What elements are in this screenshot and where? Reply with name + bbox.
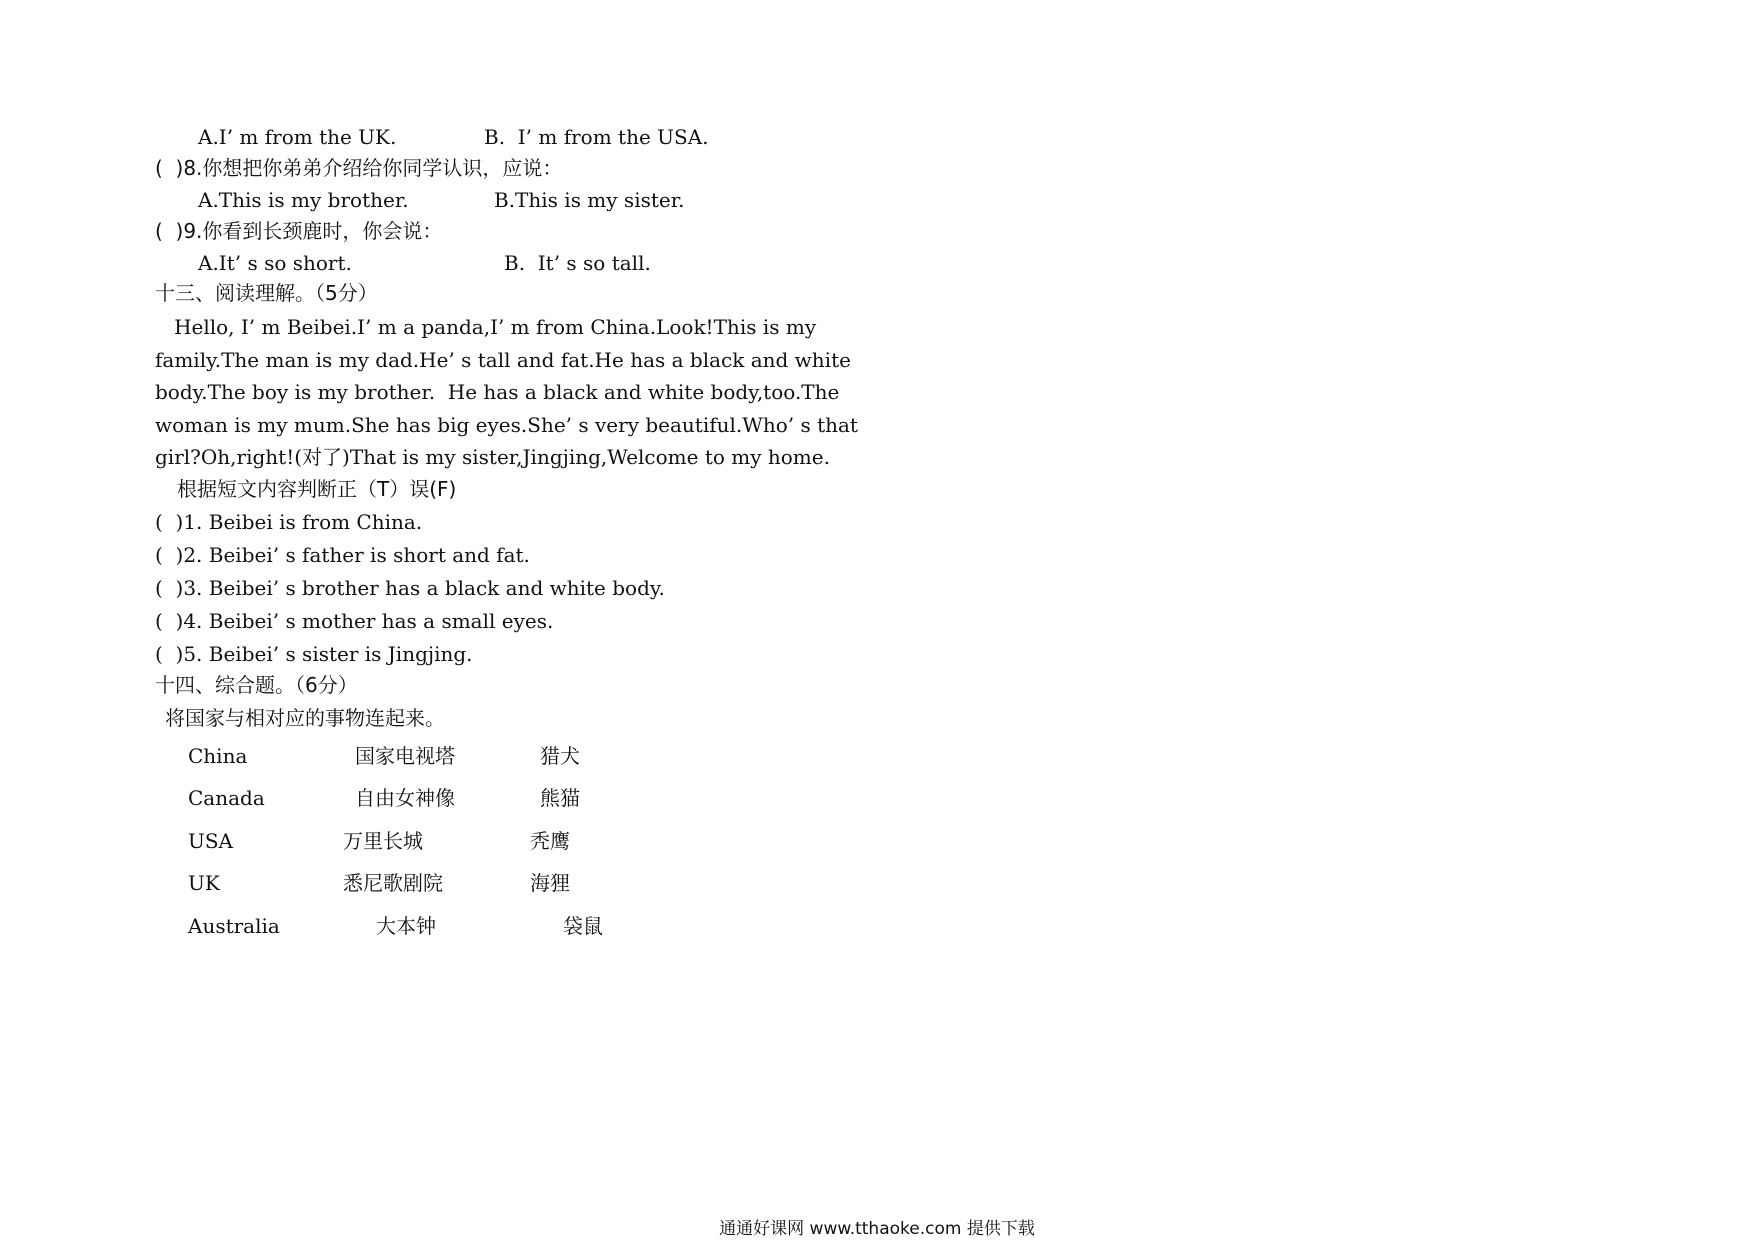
section13-heading: 十三、阅读理解。（5分） [155,281,378,305]
passage-line: body.The boy is my brother. He has a black and white body,too.The [155,380,840,404]
tf-statement: ( )3. Beibei’ s brother has a black and white body. [155,576,665,600]
country-label: USA [188,829,233,853]
q9-option-b: B. It’ s so tall. [504,251,651,275]
animal-label: 海狸 [530,871,570,895]
animal-label: 袋鼠 [563,914,603,938]
q8-option-a: A.This is my brother. [198,188,409,212]
q7-option-a: A.I’ m from the UK. [198,125,397,149]
passage-line: girl?Oh,right!(对了)That is my sister,Jingjing,Welcome to my home. [155,445,830,469]
passage-line: woman is my mum.She has big eyes.She’ s very beautiful.Who’ s that [155,412,858,437]
q8-option-b: B.This is my sister. [494,188,685,212]
country-label: China [188,744,248,768]
landmark-label: 国家电视塔 [355,744,455,768]
q9-stem: ( )9.你看到长颈鹿时，你会说： [155,219,443,243]
landmark-label: 悉尼歌剧院 [343,871,443,895]
animal-label: 猎犬 [540,744,580,768]
tf-statement: ( )5. Beibei’ s sister is Jingjing. [155,642,473,666]
passage-line: family.The man is my dad.He’ s tall and fat.He has a black and white [155,347,851,372]
q9-option-a: A.It’ s so short. [198,251,352,275]
animal-label: 熊猫 [540,786,580,810]
country-label: UK [188,871,220,895]
landmark-label: 自由女神像 [355,786,455,810]
q8-stem: ( )8.你想把你弟弟介绍给你同学认识，应说： [155,156,563,180]
country-label: Australia [188,914,280,938]
animal-label: 秃鹰 [530,829,570,853]
section14-instruction: 将国家与相对应的事物连起来。 [165,706,445,730]
tf-statement: ( )4. Beibei’ s mother has a small eyes. [155,609,554,633]
tf-statement: ( )1. Beibei is from China. [155,510,423,534]
landmark-label: 大本钟 [376,914,436,938]
passage-line: Hello, I’ m Beibei.I’ m a panda,I’ m from China.Look!This is my [155,315,817,339]
section14-heading: 十四、综合题。（6分） [155,673,358,697]
country-label: Canada [188,786,265,810]
reading-passage [155,311,875,474]
tf-statement: ( )2. Beibei’ s father is short and fat. [155,543,530,567]
section13-instruction: 根据短文内容判断正（T）误(F) [177,477,457,501]
page-footer: 通通好课网 www.tthaoke.com 提供下载 [719,1219,1035,1239]
landmark-label: 万里长城 [343,829,423,853]
q7-option-b: B. I’ m from the USA. [484,125,709,149]
